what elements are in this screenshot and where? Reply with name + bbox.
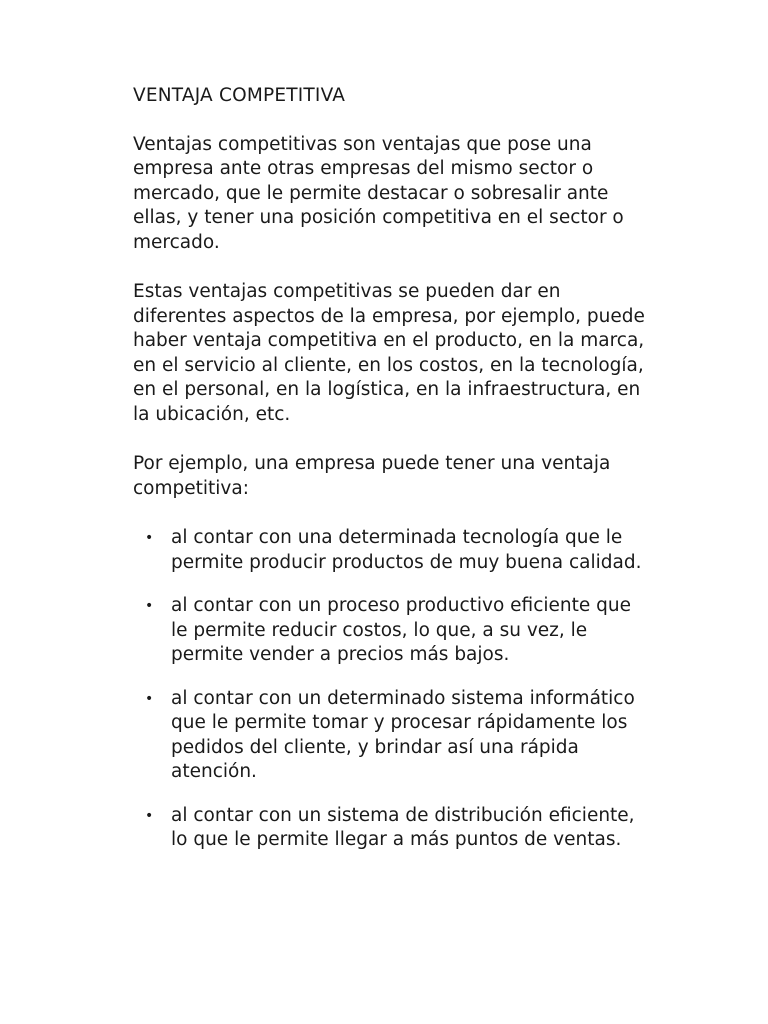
list-item — [133, 687, 653, 785]
bullet-icon: • — [145, 807, 154, 824]
bullet-list — [133, 526, 653, 853]
list-item-text: al contar con una determinada tecnología que le permite producir productos de muy buena calidad. — [171, 527, 642, 573]
paragraph-definition: Ventajas competitivas son ventajas que pose una empresa ante otras empresas del mismo sector o mercado, que le permite destacar o sobresalir ante ellas, y tener una posición competitiva en el sector o mercado. — [133, 133, 624, 253]
document-title: VENTAJA COMPETITIVA — [133, 85, 346, 106]
list-item — [133, 526, 653, 575]
list-item-text: al contar con un sistema de distribución eficiente, lo que le permite llegar a más puntos de ventas. — [171, 804, 635, 850]
bullet-icon: • — [145, 690, 154, 707]
paragraph-example-intro: Por ejemplo, una empresa puede tener una ventaja competitiva: — [133, 453, 611, 499]
list-item-text: al contar con un proceso productivo eficiente que le permite reducir costos, lo que, a su vez, le permite vender a precios más bajos. — [171, 595, 631, 665]
paragraph-aspects: Estas ventajas competitivas se pueden dar en diferentes aspectos de la empresa, por ejemplo, puede haber ventaja competitiva en el producto, en la marca, en el servicio al cliente, en los costos, en la tecnología, en el personal, en la logística, en la infraestructura, en la ubicación, etc. — [133, 281, 645, 425]
bullet-icon: • — [145, 530, 154, 546]
document-body — [133, 84, 653, 872]
bullet-icon: • — [145, 598, 154, 614]
list-item-text: al contar con un determinado sistema informático que le permite tomar y procesar rápidamente los pedidos del cliente, y brindar así una rápida atención. — [171, 687, 635, 782]
list-item — [133, 804, 653, 853]
list-item — [133, 594, 653, 668]
